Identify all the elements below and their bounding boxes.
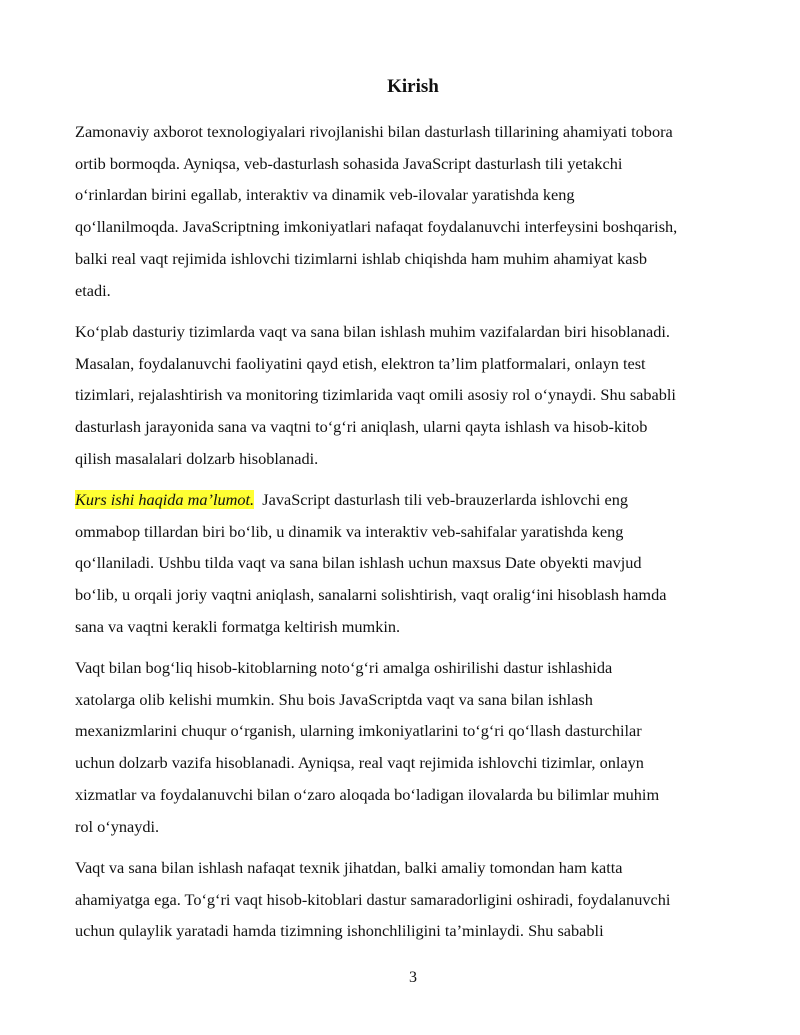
text-line: uchun qulaylik yaratadi hamda tizimning ishonchliligini ta’minlaydi. Shu sababli <box>75 921 604 941</box>
page-number: 3 <box>409 969 417 986</box>
text-line: ortib bormoqda. Ayniqsa, veb-dasturlash sohasida JavaScript dasturlash tili yetakchi <box>75 153 623 173</box>
text-line: uchun dolzarb vazifa hisoblanadi. Ayniqsa, real vaqt rejimida ishlovchi tizimlar, onlayn <box>75 753 644 773</box>
text-line: bo‘lib, u orqali joriy vaqtni aniqlash, sanalarni solishtirish, vaqt oralig‘ini hisoblash hamda <box>75 585 667 605</box>
page-title: Kirish <box>387 76 439 97</box>
text-line: xatolarga olib kelishi mumkin. Shu bois JavaScriptda vaqt va sana bilan ishlash <box>75 689 593 709</box>
text-line: Ko‘plab dasturiy tizimlarda vaqt va sana bilan ishlash muhim vazifalardan biri hisoblanadi. <box>75 322 671 341</box>
text-fragment: JavaScript dasturlash tili veb-brauzerlarda ishlovchi eng <box>254 490 629 509</box>
text-line: mexanizmlarini chuqur o‘rganish, ularning imkoniyatlarini to‘g‘ri qo‘llash dasturchilar <box>75 721 642 741</box>
text-line: qo‘llaniladi. Ushbu tilda vaqt va sana bilan ishlash uchun maxsus Date obyekti mavjud <box>75 553 642 573</box>
text-line: Vaqt bilan bog‘liq hisob-kitoblarning noto‘g‘ri amalga oshirilishi dastur ishlashida <box>75 658 613 677</box>
text-line: ahamiyatga ega. To‘g‘ri vaqt hisob-kitoblari dastur samaradorligini oshiradi, foydalanuvchi <box>75 889 671 909</box>
text-line: rol o‘ynaydi. <box>75 816 160 836</box>
text-line: tizimlari, rejalashtirish va monitoring tizimlarida vaqt omili asosiy rol o‘ynaydi. Shu sababli <box>75 385 676 405</box>
text-line: ommabop tillardan biri bo‘lib, u dinamik va interaktiv veb-sahifalar yaratishda keng <box>75 521 624 541</box>
text-line: Zamonaviy axborot texnologiyalari rivojlanishi bilan dasturlash tillarining ahamiyati tobora <box>75 122 673 141</box>
text-line: qilish masalalari dolzarb hisoblanadi. <box>75 448 319 468</box>
paragraph-3 <box>75 484 666 643</box>
paragraph-2 <box>75 316 676 475</box>
text-line <box>75 484 666 516</box>
text-line: qo‘llanilmoqda. JavaScriptning imkoniyatlari nafaqat foydalanuvchi interfeysini boshqarish, <box>75 217 678 237</box>
paragraph-4 <box>75 652 659 842</box>
highlighted-heading: Kurs ishi haqida ma’lumot. <box>75 490 255 509</box>
text-line: dasturlash jarayonida sana va vaqtni to‘g‘ri aniqlash, ularni qayta ishlash va hisob-kitob <box>75 417 648 437</box>
paragraph-5 <box>75 852 670 947</box>
text-line: Masalan, foydalanuvchi faoliyatini qayd etish, elektron ta’lim platformalari, onlayn test <box>75 353 646 373</box>
text-line: sana va vaqtni kerakli formatga keltirish mumkin. <box>75 616 401 636</box>
text-line: xizmatlar va foydalanuvchi bilan o‘zaro aloqada bo‘ladigan ilovalarda bu bilimlar muhim <box>75 784 660 804</box>
paragraph-1 <box>75 116 677 306</box>
text-line: Vaqt va sana bilan ishlash nafaqat texnik jihatdan, balki amaliy tomondan ham katta <box>75 858 623 877</box>
text-line: etadi. <box>75 280 111 300</box>
text-line: balki real vaqt rejimida ishlovchi tizimlarni ishlab chiqishda ham muhim ahamiyat kasb <box>75 248 647 268</box>
text-line: o‘rinlardan birini egallab, interaktiv va dinamik veb-ilovalar yaratishda keng <box>75 185 575 205</box>
